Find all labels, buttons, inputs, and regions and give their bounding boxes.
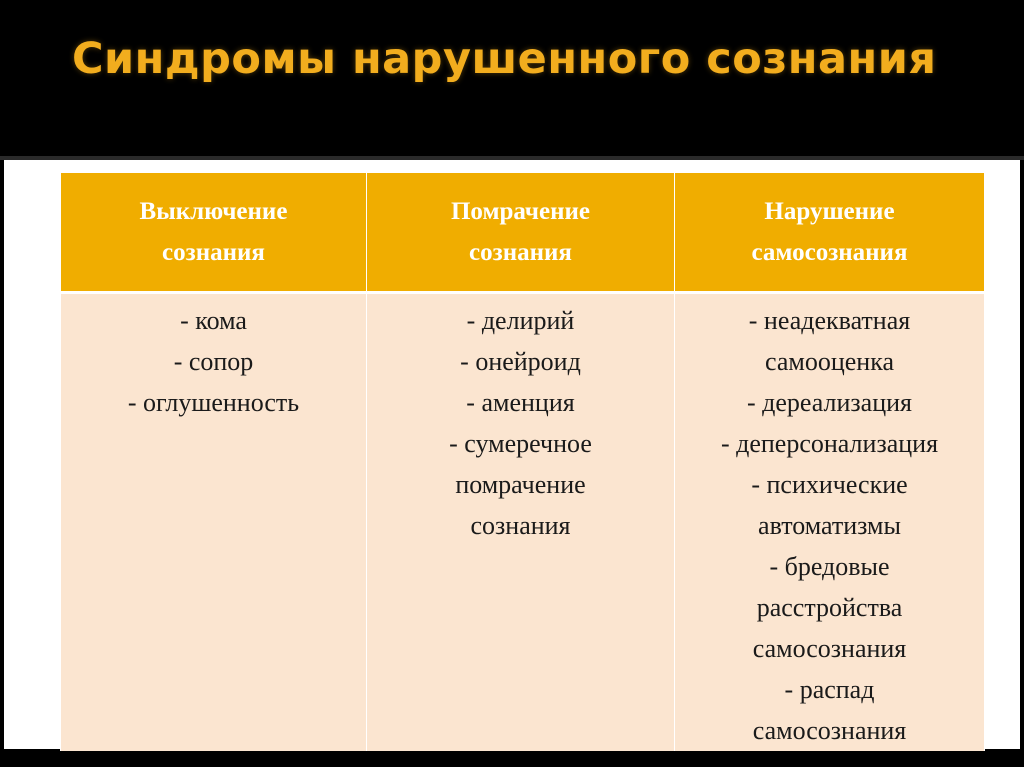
- header-line: сознания: [162, 239, 265, 266]
- header-line: Помрачение: [450, 198, 590, 225]
- list-item: автоматизмы: [758, 511, 901, 540]
- table-body-row: [61, 293, 985, 752]
- list-item: - онейроид: [460, 347, 581, 376]
- header-cell-self-awareness-disorder: [675, 173, 985, 293]
- body-cell-consciousness-clouding: [367, 293, 675, 752]
- list-item: самосознания: [752, 716, 907, 745]
- list-item: - сумеречное: [449, 429, 592, 458]
- list-item: - кома: [180, 306, 247, 335]
- list-item: - дереализация: [746, 388, 913, 417]
- list-item: - делирий: [466, 306, 575, 335]
- list-item: - бредовые: [769, 552, 890, 581]
- table-header-row: [61, 173, 985, 293]
- list-item: - сопор: [173, 347, 254, 376]
- syndromes-table: [60, 173, 985, 751]
- list-item: сознания: [470, 511, 571, 540]
- header-line: самосознания: [751, 239, 908, 266]
- header-line: Выключение: [139, 198, 288, 225]
- list-item: помрачение: [455, 470, 586, 499]
- slide-title: Синдромы нарушенного сознания: [72, 34, 937, 84]
- list-item: - аменция: [466, 388, 575, 417]
- list-item: - оглушенность: [127, 388, 300, 417]
- title-bar: [0, 0, 1024, 160]
- header-cell-consciousness-loss: [61, 173, 367, 293]
- frame-left-border: [0, 160, 10, 767]
- list-item: расстройства: [756, 593, 903, 622]
- header-line: сознания: [469, 239, 572, 266]
- list-item: - психические: [751, 470, 908, 499]
- body-cell-consciousness-loss: [61, 293, 367, 752]
- list-item: - неадекватная: [748, 306, 911, 335]
- list-item: - деперсонализация: [720, 429, 939, 458]
- header-line: Нарушение: [764, 198, 895, 225]
- body-cell-self-awareness-disorder: [675, 293, 985, 752]
- frame-right-border: [1014, 160, 1024, 767]
- list-item: - распад: [784, 675, 875, 704]
- list-item: самосознания: [752, 634, 907, 663]
- list-item: самооценка: [765, 347, 894, 376]
- header-cell-consciousness-clouding: [367, 173, 675, 293]
- frame-bottom-border: [0, 749, 1024, 767]
